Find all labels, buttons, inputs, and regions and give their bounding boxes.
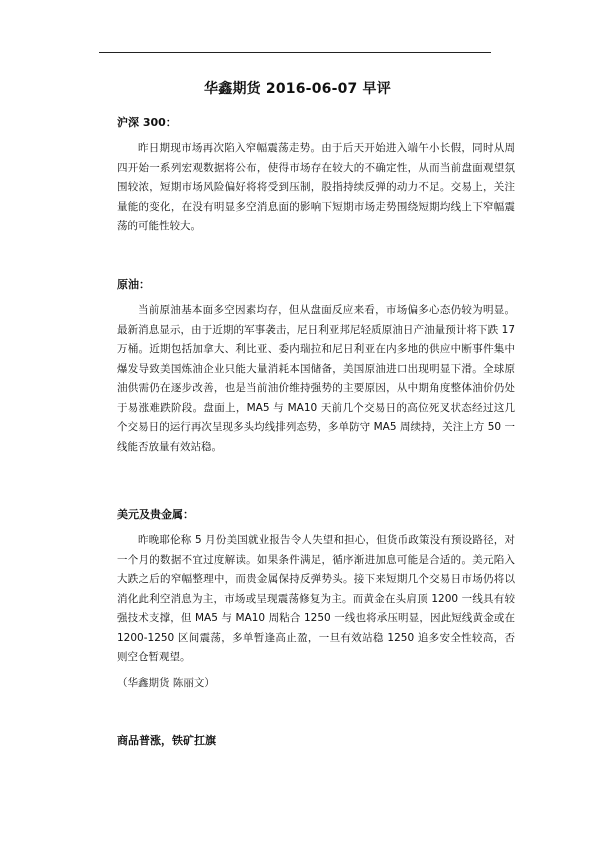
- section-commodities: [117, 734, 515, 748]
- document-title: 华鑫期货 2016-06-07 早评: [204, 81, 391, 97]
- section-paragraph: 昨日期现市场再次陷入窄幅震荡走势。由于后天开始进入端午小长假，同时从周四开始一系列宏观数据将公布，使得市场存在较大的不确定性，从而当前盘面观望氛围较浓，短期市场风险偏好将将受到压制，股指持续反弹的动力不足。交易上，关注量能的变化，在没有明显多空消息面的影响下短期市场走势围绕短期均线上下窄幅震荡的可能性较大。: [117, 142, 515, 232]
- section-heading: 美元及贵金属：: [117, 508, 194, 521]
- section-crude-oil: [117, 278, 515, 457]
- section-heading: 原油：: [117, 278, 150, 291]
- section-paragraph: 昨晚耶伦称 5 月份美国就业报告令人失望和担心，但货币政策没有预设路径，对一个月的数据不宜过度解读。如果条件满足，循序渐进加息可能是合适的。美元陷入大跌之后的窄幅整理中，而贵金属保持反弹势头。接下来短期几个交易日市场仍将以消化此利空消息为主，市场或呈现震荡修复为主。而黄金在头肩顶 1200 一线具有较强技术支撑，但 MA5 与 MA10 周粘合 1250 一线也将承压明显，因此短线黄金或在 1200-1250 区间震荡，多单暂逢高止盈，一旦有效站稳 1250 追多安全性较高，否则空仓暂观望。: [117, 534, 515, 663]
- author-credit: （华鑫期货 陈丽文）: [117, 676, 215, 689]
- header-rule: [99, 52, 491, 53]
- section-heading: 沪深 300：: [117, 116, 177, 129]
- section-usd-precious-metals: [117, 508, 515, 692]
- section-hs300: [117, 116, 515, 237]
- section-paragraph: 当前原油基本面多空因素均存，但从盘面反应来看，市场偏多心态仍较为明显。最新消息显示，由于近期的军事袭击，尼日利亚邦尼轻质原油日产油量预计将下跌 17 万桶。近期包括加拿大、利比亚、委内瑞拉和尼日利亚在内多地的供应中断事件集中爆发导致美国炼油企业只能大量消耗本国储备，美国原油进口出现明显下滑。全球原油供需仍在逐步改善，也是当前油价维持强势的主要原因，从中期角度整体油价仍处于易涨难跌阶段。盘面上，MA5 与 MA10 天前几个交易日的高位死叉状态经过这几个交易日的运行再次呈现多头均线排列态势，多单防守 MA5 周续持，关注上方 50 一线能否放量有效站稳。: [117, 304, 515, 453]
- section-heading: 商品普涨，铁矿扛旗: [117, 734, 216, 747]
